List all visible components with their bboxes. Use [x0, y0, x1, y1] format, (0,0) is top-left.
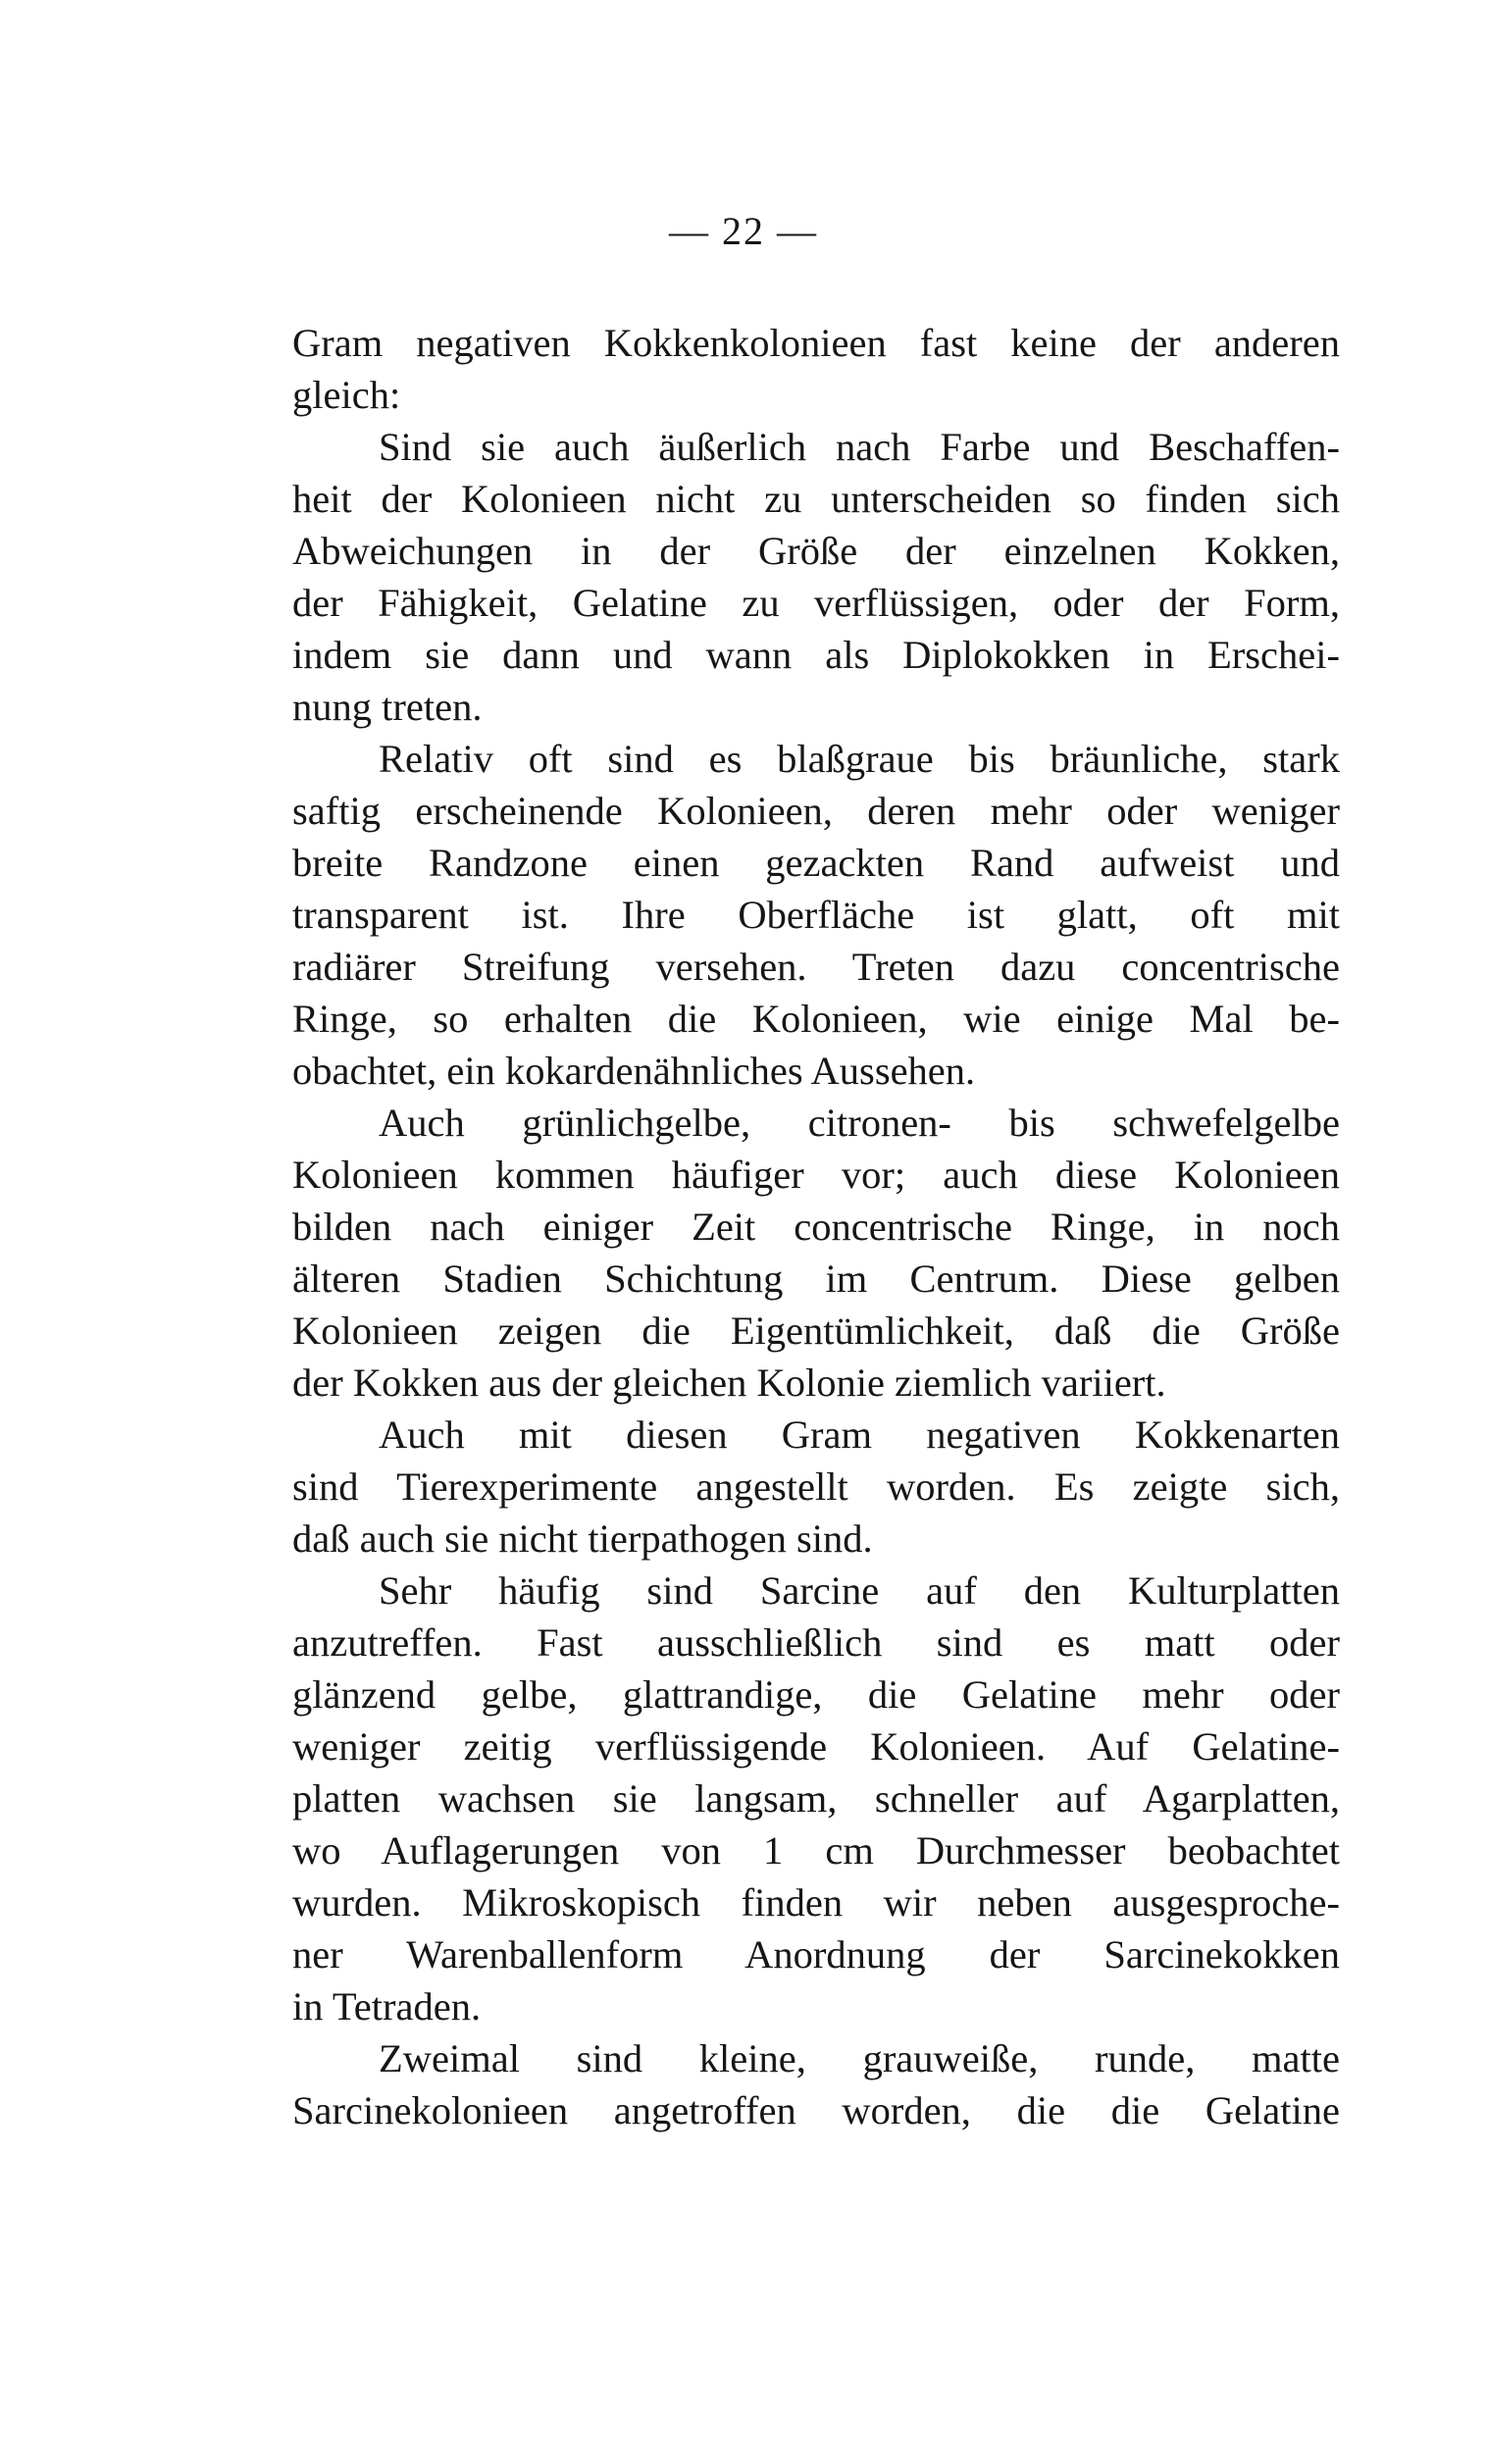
text-line: weniger zeitig verflüssigende Kolonieen. Auf Gelatine-	[292, 1724, 1340, 1769]
text-line: Sind sie auch äußerlich nach Farbe und Beschaffen-	[379, 425, 1340, 469]
text-line: ner Warenballenform Anordnung der Sarcinekokken	[292, 1932, 1340, 1976]
text-line: Gram negativen Kokkenkolonieen fast keine der anderen	[292, 321, 1340, 365]
page-number: — 22 —	[669, 209, 818, 253]
text-line: breite Randzone einen gezackten Rand aufweist und	[292, 841, 1340, 885]
text-line: Auch mit diesen Gram negativen Kokkenarten	[379, 1412, 1340, 1457]
text-line: Abweichungen in der Größe der einzelnen Kokken,	[292, 529, 1340, 573]
text-line: Sarcinekolonieen angetroffen worden, die die Gelatine	[292, 2088, 1340, 2132]
text-line: der Fähigkeit, Gelatine zu verflüssigen, oder der Form,	[292, 581, 1340, 625]
text-line: heit der Kolonieen nicht zu unterscheiden so finden sich	[292, 477, 1340, 521]
text-line: anzutreffen. Fast ausschließlich sind es matt oder	[292, 1620, 1340, 1665]
text-line: indem sie dann und wann als Diplokokken in Erschei-	[292, 633, 1340, 677]
text-line: wurden. Mikroskopisch finden wir neben ausgesproche-	[292, 1880, 1340, 1925]
text-line: Sehr häufig sind Sarcine auf den Kulturplatten	[379, 1568, 1340, 1613]
text-line: wo Auflagerungen von 1 cm Durchmesser beobachtet	[292, 1828, 1340, 1873]
text-line: älteren Stadien Schichtung im Centrum. Diese gelben	[292, 1257, 1340, 1301]
text-line: sind Tierexperimente angestellt worden. Es zeigte sich,	[292, 1464, 1340, 1509]
text-line: Kolonieen zeigen die Eigentümlichkeit, daß die Größe	[292, 1309, 1340, 1353]
text-line: nung treten.	[292, 685, 483, 729]
text-line: radiärer Streifung versehen. Treten dazu concentrische	[292, 945, 1340, 989]
text-line: Zweimal sind kleine, grauweiße, runde, matte	[379, 2036, 1340, 2080]
text-line: Auch grünlichgelbe, citronen- bis schwefelgelbe	[379, 1101, 1340, 1145]
text-line: Relativ oft sind es blaßgraue bis bräunliche, stark	[379, 737, 1340, 781]
text-line: daß auch sie nicht tierpathogen sind.	[292, 1516, 873, 1561]
text-line: Ringe, so erhalten die Kolonieen, wie einige Mal be-	[292, 997, 1340, 1041]
text-line: in Tetraden.	[292, 1984, 482, 2028]
text-line: transparent ist. Ihre Oberfläche ist glatt, oft mit	[292, 893, 1340, 937]
text-line: gleich:	[292, 373, 401, 417]
text-line: bilden nach einiger Zeit concentrische Ringe, in noch	[292, 1205, 1340, 1249]
text-line: Kolonieen kommen häufiger vor; auch diese Kolonieen	[292, 1153, 1340, 1197]
text-line: saftig erscheinende Kolonieen, deren mehr oder weniger	[292, 789, 1340, 833]
text-line: der Kokken aus der gleichen Kolonie ziemlich variiert.	[292, 1360, 1166, 1405]
text-line: glänzend gelbe, glattrandige, die Gelatine mehr oder	[292, 1672, 1340, 1717]
text-line: platten wachsen sie langsam, schneller auf Agarplatten,	[292, 1776, 1340, 1821]
body-text	[292, 317, 1340, 2136]
text-line: obachtet, ein kokardenähnliches Aussehen.	[292, 1049, 976, 1093]
